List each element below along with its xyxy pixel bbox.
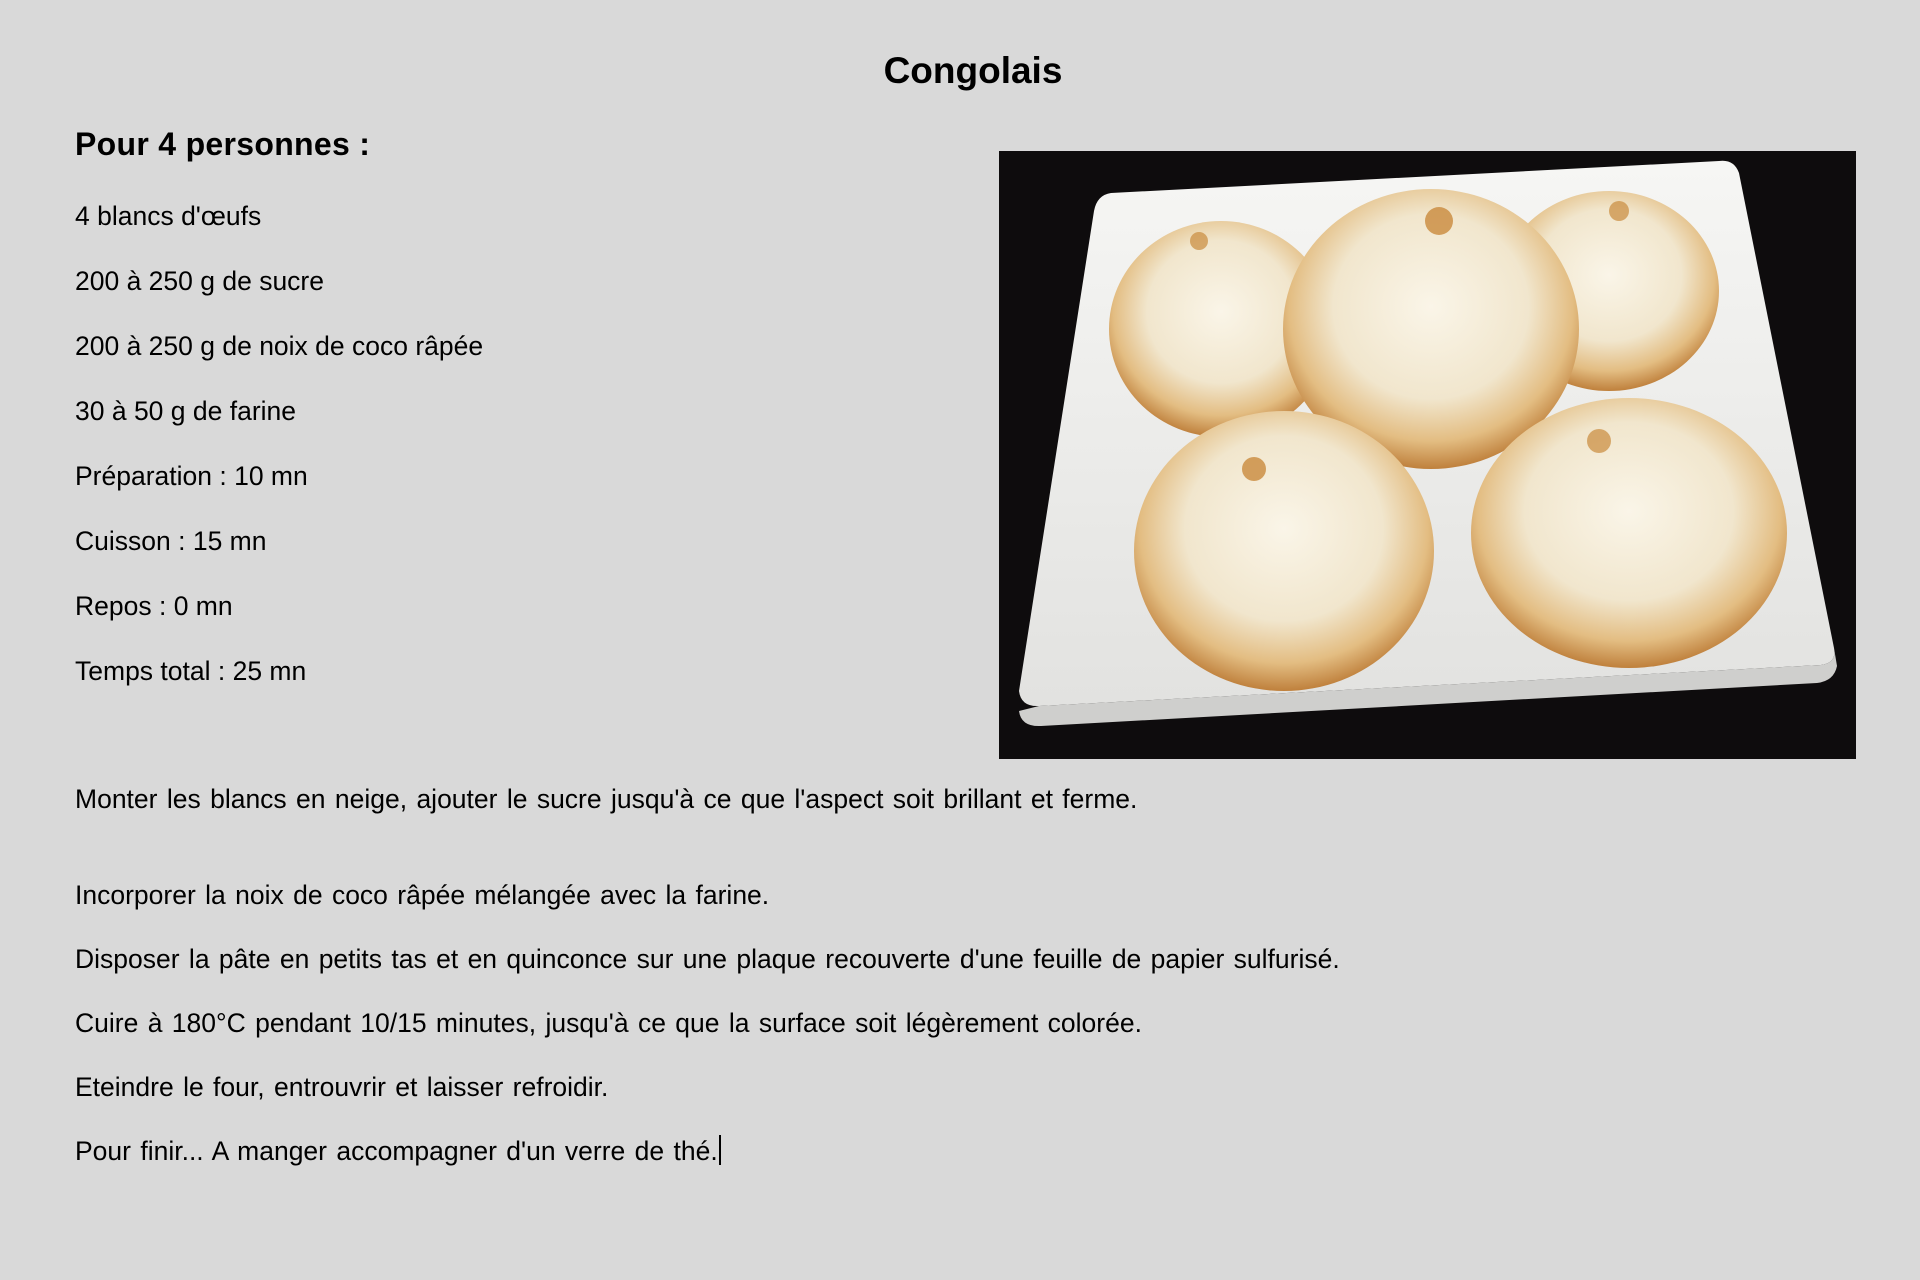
plate-illustration: [999, 151, 1856, 759]
step-item: Monter les blancs en neige, ajouter le sucre jusqu'à ce que l'aspect soit brillant et ferme.: [75, 784, 1138, 814]
step-item: Eteindre le four, entrouvrir et laisser refroidir.: [75, 1072, 609, 1102]
macaroon: [1134, 411, 1434, 691]
ingredient-item: 4 blancs d'œufs: [75, 201, 262, 231]
step-item: Incorporer la noix de coco râpée mélangée avec la farine.: [75, 880, 770, 910]
servings-heading: Pour 4 personnes :: [75, 126, 371, 162]
step-item: Cuire à 180°C pendant 10/15 minutes, jusqu'à ce que la surface soit légèrement colorée.: [75, 1008, 1142, 1038]
timing-item: Préparation : 10 mn: [75, 461, 308, 491]
coconut-macaroons-photo: [999, 151, 1856, 759]
recipe-title: Congolais: [883, 50, 1063, 91]
step-text: Pour finir... A manger accompagner d'un verre de thé.: [75, 1136, 718, 1166]
ingredients-list: [75, 198, 483, 718]
preparation-steps: [75, 781, 1340, 1197]
timing-item: Temps total : 25 mn: [75, 656, 307, 686]
macaroon: [1471, 398, 1787, 668]
ingredient-item: 30 à 50 g de farine: [75, 396, 297, 426]
step-item[interactable]: [75, 1133, 1340, 1197]
ingredient-item: 200 à 250 g de sucre: [75, 266, 324, 296]
timing-item: Cuisson : 15 mn: [75, 526, 267, 556]
timing-item: Repos : 0 mn: [75, 591, 233, 621]
text-cursor: [719, 1135, 721, 1165]
step-item: Disposer la pâte en petits tas et en quinconce sur une plaque recouverte d'une feuille de papier sulfurisé.: [75, 944, 1340, 974]
ingredient-item: 200 à 250 g de noix de coco râpée: [75, 331, 484, 361]
